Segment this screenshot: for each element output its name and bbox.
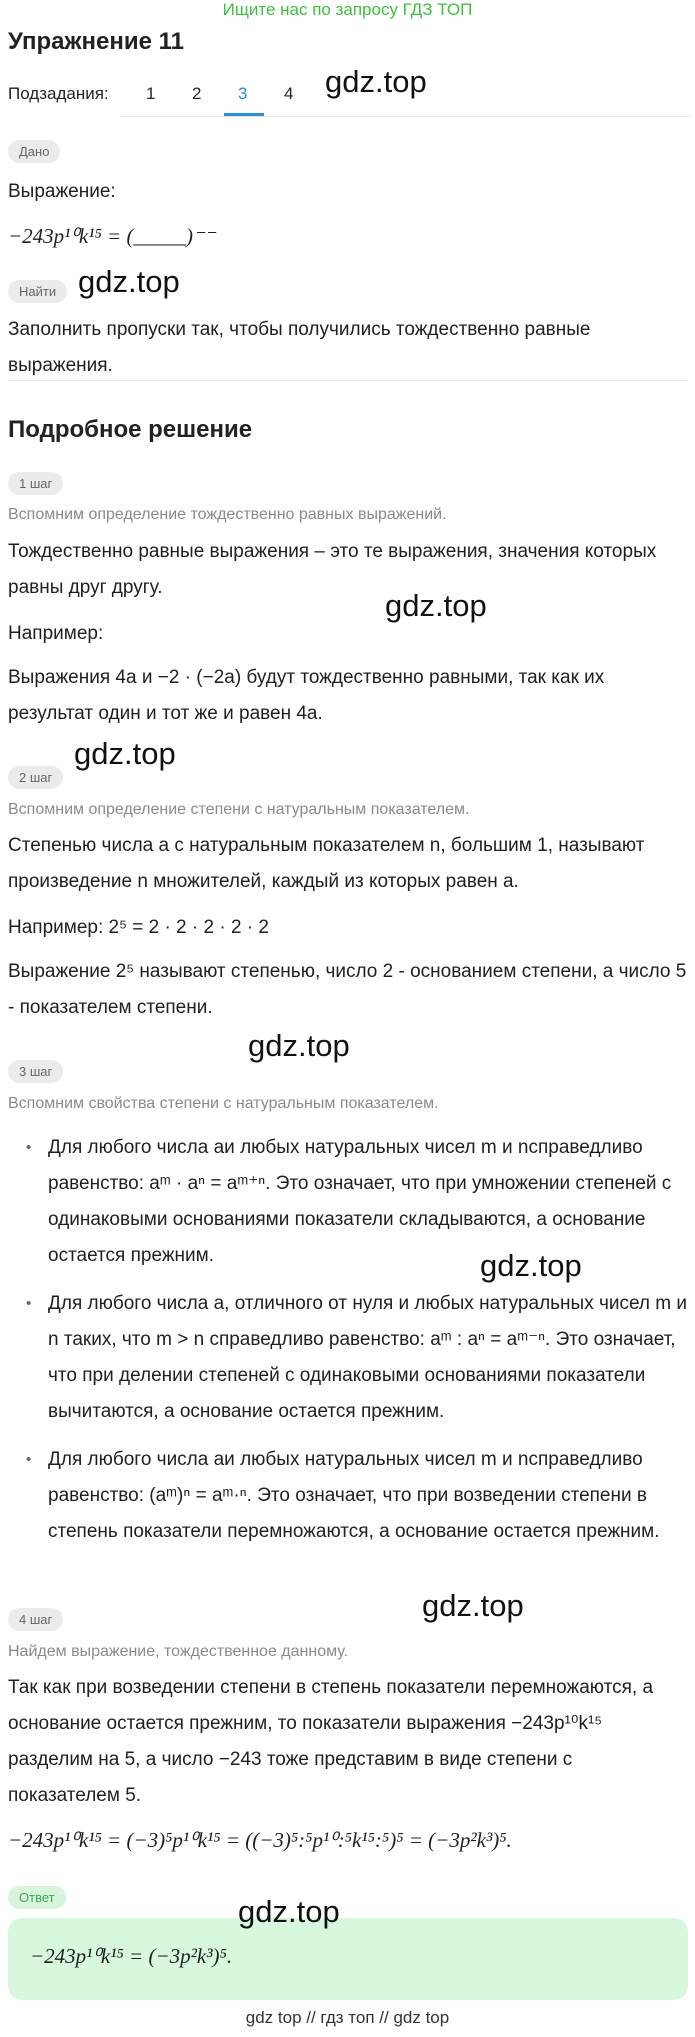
- step1-caption: Вспомним определение тождественно равных выражений.: [8, 506, 447, 523]
- step4-caption: Найдем выражение, тождественное данному.: [8, 1643, 349, 1660]
- step4-badge: 4 шаг: [8, 1608, 63, 1631]
- properties-list: [22, 1130, 688, 1562]
- list-item: • Для любого числа aи любых натуральных чисел m и nсправедливо равенство: (aᵐ)ⁿ = aᵐ·ⁿ. Это означает, что при возведении степени в степень показатели перемножаются, а основание остается прежним.: [22, 1442, 688, 1550]
- step2-caption: Вспомним определение степени с натуральным показателем.: [8, 801, 470, 818]
- find-badge: Найти: [8, 280, 67, 303]
- tab-4[interactable]: 4: [284, 84, 294, 103]
- step2-badge: 2 шаг: [8, 766, 63, 789]
- step2-text2: Выражение 2⁵ называют степенью, число 2 - основанием степени, а число 5 - показателем степени.: [8, 961, 687, 1018]
- step3-caption: Вспомним свойства степени с натуральным показателем.: [8, 1095, 439, 1112]
- tab-1[interactable]: 1: [146, 84, 156, 103]
- answer-expression: −243p¹⁰k¹⁵ = (−3p²k³)⁵.: [30, 1944, 233, 1968]
- footer-links[interactable]: gdz top // гдз топ // gdz top: [245, 2008, 450, 2027]
- find-text: Заполнить пропуски так, чтобы получились тождественно равные выражения.: [8, 319, 591, 376]
- step1-badge: 1 шаг: [8, 472, 63, 495]
- tab-3[interactable]: 3: [238, 84, 248, 103]
- top-banner[interactable]: Ищите нас по запросу ГДЗ ТОП: [222, 0, 473, 19]
- watermark: gdz.top: [78, 264, 180, 299]
- watermark: gdz.top: [74, 736, 176, 771]
- step2-example: Например: 2⁵ = 2 · 2 · 2 · 2 · 2: [8, 917, 269, 938]
- step1-example-label: Например:: [8, 623, 104, 644]
- list-item: • Для любого числа a, отличного от нуля и любых натуральных чисел m и n таких, что m > n справедливо равенство: aᵐ : aⁿ = aᵐ⁻ⁿ. Это означает, что при делении степеней с одинаковыми основаниями показатели вычитаются, а основание остается прежним.: [22, 1286, 688, 1430]
- step2-text: Степенью числа a с натуральным показателем n, большим 1, называют произведение n множителей, каждый из которых равен a.: [8, 835, 645, 892]
- answer-badge: Ответ: [8, 1886, 66, 1909]
- solution-title: Подробное решение: [8, 416, 253, 443]
- step4-expression: −243p¹⁰k¹⁵ = (−3)⁵p¹⁰k¹⁵ = ((−3)⁵:⁵p¹⁰:⁵k¹⁵:⁵)⁵ = (−3p²k³)⁵.: [8, 1828, 512, 1852]
- page-title: Упражнение 11: [8, 28, 185, 55]
- watermark: gdz.top: [248, 1028, 350, 1063]
- given-expression: −243p¹⁰k¹⁵ = (_____)⁻⁻: [8, 224, 216, 248]
- tab-2[interactable]: 2: [192, 84, 202, 103]
- list-item: • Для любого числа aи любых натуральных чисел m и nсправедливо равенство: aᵐ · aⁿ = aᵐ⁺ⁿ. Это означает, что при умножении степеней с одинаковыми основаниями показатели складываются, а основание остается прежним.: [22, 1130, 688, 1274]
- given-badge: Дано: [8, 140, 60, 163]
- step4-text: Так как при возведении степени в степень показатели перемножаются, а основание остается прежним, то показатели выражения −243p¹⁰k¹⁵ разделим на 5, а число −243 тоже представим в виде степени с показателем 5.: [8, 1677, 654, 1806]
- watermark: gdz.top: [422, 1588, 524, 1623]
- subtasks-label: Подзадания:: [8, 84, 109, 103]
- divider: [8, 380, 688, 381]
- active-tab-indicator: [224, 113, 264, 116]
- watermark: gdz.top: [480, 1248, 582, 1283]
- step3-badge: 3 шаг: [8, 1060, 63, 1083]
- watermark: gdz.top: [238, 1894, 340, 1929]
- watermark: gdz.top: [325, 64, 427, 99]
- step1-text: Тождественно равные выражения – это те выражения, значения которых равны друг другу.: [8, 541, 657, 598]
- given-label: Выражение:: [8, 181, 116, 202]
- watermark: gdz.top: [385, 588, 487, 623]
- step1-example: Выражения 4a и −2 · (−2a) будут тождественно равными, так как их результат один и тот же и равен 4a.: [8, 667, 605, 724]
